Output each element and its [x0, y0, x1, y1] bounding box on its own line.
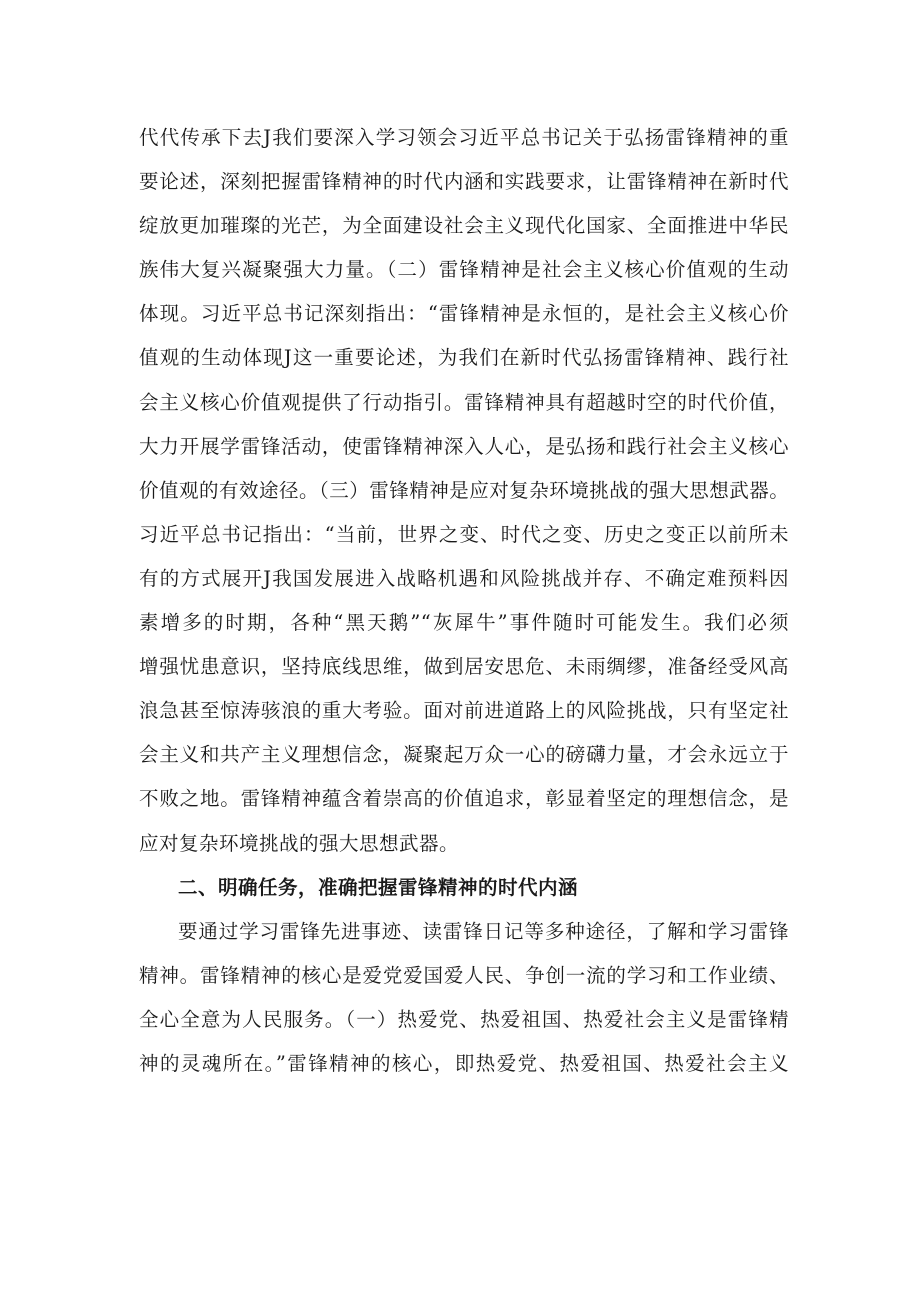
section-heading: 二、明确任务，准确把握雷锋精神的时代内涵 [178, 875, 579, 899]
text-line: 体现。习近平总书记深刻指出：“雷锋精神是永恒的，是社会主义核心价 [139, 302, 789, 326]
text-line: 代代传承下去J我们要深入学习领会习近平总书记关于弘扬雷锋精神的重 [139, 126, 789, 149]
text-line: 不败之地。雷锋精神蕴含着崇高的价值追求，彰显着坚定的理想信念，是 [139, 787, 789, 811]
document-body [139, 116, 789, 1086]
text-line: 应对复杂环境挑战的强大思想武器。 [139, 831, 460, 855]
text-line: 值观的生动体现J这一重要论述，为我们在新时代弘扬雷锋精神、践行社 [139, 346, 789, 370]
text-line: 素增多的时期，各种“黑天鹅”“灰犀牛”事件随时可能发生。我们必须 [139, 611, 789, 635]
text-line: 价值观的有效途径。（三）雷锋精神是应对复杂环境挑战的强大思想武器。 [139, 478, 790, 502]
text-line: 浪急甚至惊涛骇浪的重大考验。面对前进道路上的风险挑战，只有坚定社 [139, 699, 789, 723]
text-line: 习近平总书记指出：“当前，世界之变、时代之变、历史之变正以前所未 [139, 522, 789, 546]
text-line: 大力开展学雷锋活动，使雷锋精神深入人心，是弘扬和践行社会主义核心 [139, 434, 789, 458]
text-line: 绽放更加璀璨的光芒，为全面建设社会主义现代化国家、全面推进中华民 [139, 214, 789, 238]
text-line: 族伟大复兴凝聚强大力量。（二）雷锋精神是社会主义核心价值观的生动 [139, 258, 789, 282]
text-line: 会主义核心价值观提供了行动指引。雷锋精神具有超越时空的时代价值， [139, 390, 789, 414]
paragraph-1 [139, 116, 789, 866]
text-line: 要通过学习雷锋先进事迹、读雷锋日记等多种途径，了解和学习雷锋 [178, 919, 789, 943]
text-line: 精神。雷锋精神的核心是爱党爱国爱人民、争创一流的学习和工作业绩、 [139, 963, 789, 987]
text-line: 全心全意为人民服务。（一）热爱党、热爱祖国、热爱社会主义是雷锋精 [139, 1007, 789, 1031]
text-line: 增强忧患意识，坚持底线思维，做到居安思危、未雨绸缪，准备经受风高 [139, 655, 789, 679]
text-line: 要论述，深刻把握雷锋精神的时代内涵和实践要求，让雷锋精神在新时代 [139, 170, 789, 194]
text-line: 会主义和共产主义理想信念，凝聚起万众一心的磅礴力量，才会永远立于 [139, 743, 789, 767]
paragraph-2 [139, 910, 789, 1086]
text-line: 有的方式展开J我国发展进入战略机遇和风险挑战并存、不确定难预料因 [139, 566, 789, 590]
text-line: 神的灵魂所在。”雷锋精神的核心，即热爱党、热爱祖国、热爱社会主义 [139, 1051, 789, 1075]
